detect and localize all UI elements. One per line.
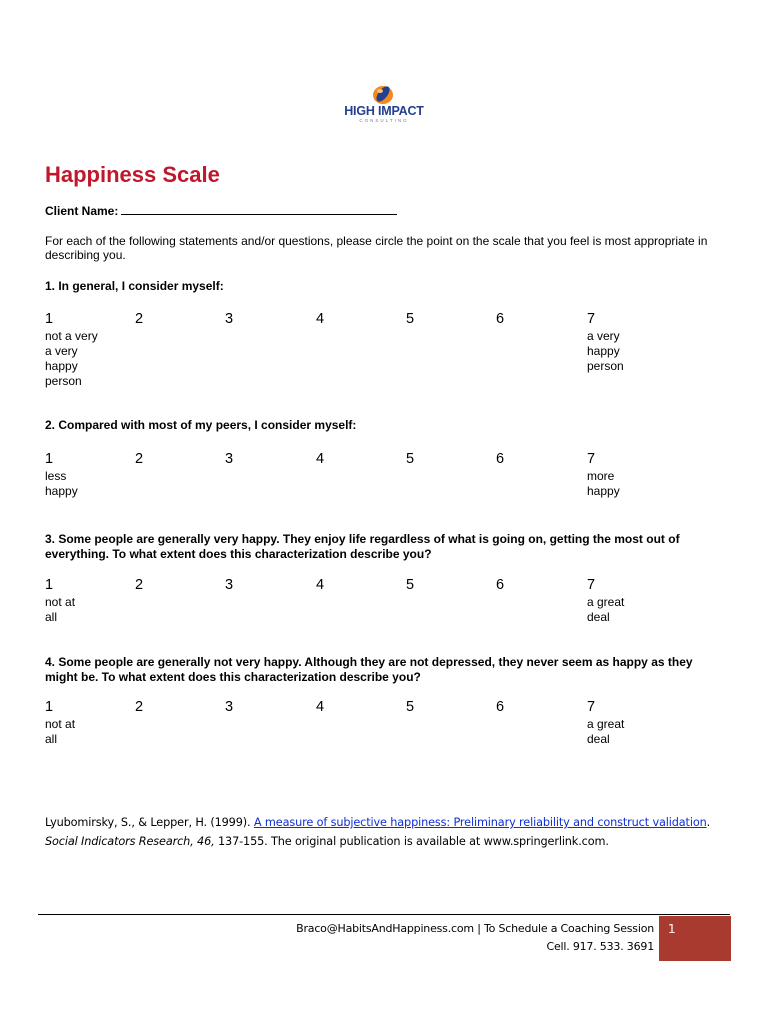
high-anchor-label (587, 717, 667, 747)
question-4-text: 4. Some people are generally not very happy. Although they are not depressed, they never seem as happy as they might be. To what extent does this characterization describe you? (45, 655, 693, 684)
anchor-line: deal (587, 610, 610, 624)
client-name-field[interactable] (45, 204, 397, 218)
citation-link[interactable]: A measure of subjective happiness: Preliminary reliability and construct validation (253, 816, 707, 829)
anchor-line: less (45, 469, 67, 483)
page-number-badge (659, 916, 731, 961)
scale-option-1[interactable]: 1 (45, 699, 54, 715)
scale-option-1[interactable]: 1 (45, 577, 54, 593)
scale-option-3[interactable]: 3 (225, 311, 234, 327)
anchor-line: person (45, 374, 82, 388)
anchor-line: a great (587, 595, 625, 609)
footer-phone-line: Cell. 917. 533. 3691 (546, 940, 654, 953)
anchor-line: not at (45, 717, 76, 731)
scale-option-5[interactable]: 5 (406, 699, 415, 715)
low-anchor-label (45, 717, 125, 747)
high-anchor-label (587, 469, 667, 499)
footer-email-line: Braco@HabitsAndHappiness.com | To Schedule a Coaching Session (296, 922, 654, 935)
scale-option-6[interactable]: 6 (496, 311, 505, 327)
question-2-scale (45, 451, 685, 531)
page-number: 1 (668, 922, 676, 936)
client-name-blank-line[interactable] (121, 204, 397, 215)
scale-option-4[interactable]: 4 (316, 699, 325, 715)
high-anchor-label (587, 595, 667, 625)
low-anchor-label (45, 329, 125, 389)
scale-option-5[interactable]: 5 (406, 451, 415, 467)
anchor-line: not a very (45, 329, 98, 343)
anchor-line: a very (45, 344, 78, 358)
low-anchor-label (45, 469, 125, 499)
question-3-scale (45, 577, 685, 657)
page-title: Happiness Scale (45, 162, 220, 187)
scale-option-4[interactable]: 4 (316, 451, 325, 467)
citation-separator: . (706, 816, 711, 829)
scale-option-5[interactable]: 5 (406, 577, 415, 593)
citation-rest: 137-155. The original publication is available at www.springerlink.com. (214, 835, 609, 848)
anchor-line: more (587, 469, 615, 483)
scale-option-5[interactable]: 5 (406, 311, 415, 327)
question-1-scale (45, 311, 685, 391)
scale-option-6[interactable]: 6 (496, 451, 505, 467)
question-1-text: 1. In general, I consider myself: (45, 279, 224, 293)
anchor-line: deal (587, 732, 610, 746)
footer-contact (180, 920, 654, 956)
anchor-line: person (587, 359, 624, 373)
scale-option-3[interactable]: 3 (225, 451, 234, 467)
question-4-scale (45, 699, 685, 779)
scale-option-7[interactable]: 7 (587, 699, 596, 715)
logo-name: HIGH IMPACT (344, 104, 424, 118)
high-anchor-label (587, 329, 667, 374)
scale-option-7[interactable]: 7 (587, 577, 596, 593)
company-logo (330, 52, 438, 152)
citation (45, 813, 735, 851)
instructions-text: For each of the following statements and/or questions, please circle the point on the scale that you feel is most appropriate in describing you. (45, 234, 708, 262)
scale-option-7[interactable]: 7 (587, 451, 596, 467)
anchor-line: happy (587, 344, 620, 358)
scale-option-1[interactable]: 1 (45, 451, 54, 467)
scale-option-2[interactable]: 2 (135, 451, 144, 467)
anchor-line: happy (45, 359, 78, 373)
scale-option-3[interactable]: 3 (225, 699, 234, 715)
anchor-line: all (45, 732, 58, 746)
citation-authors: Lyubomirsky, S., & Lepper, H. (1999). (45, 816, 254, 829)
anchor-line: happy (45, 484, 78, 498)
scale-option-4[interactable]: 4 (316, 311, 325, 327)
scale-option-6[interactable]: 6 (496, 699, 505, 715)
anchor-line: not at (45, 595, 76, 609)
citation-journal: Social Indicators Research, 46, (45, 835, 215, 848)
scale-option-7[interactable]: 7 (587, 311, 596, 327)
scale-option-3[interactable]: 3 (225, 577, 234, 593)
scale-option-2[interactable]: 2 (135, 577, 144, 593)
scale-option-6[interactable]: 6 (496, 577, 505, 593)
question-3-text: 3. Some people are generally very happy. They enjoy life regardless of what is going on, getting the most out of everything. To what extent does this characterization describe you? (45, 532, 680, 561)
anchor-line: a very (587, 329, 620, 343)
anchor-line: a great (587, 717, 625, 731)
scale-option-4[interactable]: 4 (316, 577, 325, 593)
logo-subtitle: CONSULTING (359, 118, 409, 123)
anchor-line: all (45, 610, 58, 624)
scale-option-2[interactable]: 2 (135, 311, 144, 327)
scale-option-1[interactable]: 1 (45, 311, 54, 327)
client-name-label: Client Name: (45, 204, 119, 218)
footer-divider (38, 914, 730, 915)
scale-option-2[interactable]: 2 (135, 699, 144, 715)
question-2-text: 2. Compared with most of my peers, I consider myself: (45, 418, 357, 432)
anchor-line: happy (587, 484, 620, 498)
low-anchor-label (45, 595, 125, 625)
